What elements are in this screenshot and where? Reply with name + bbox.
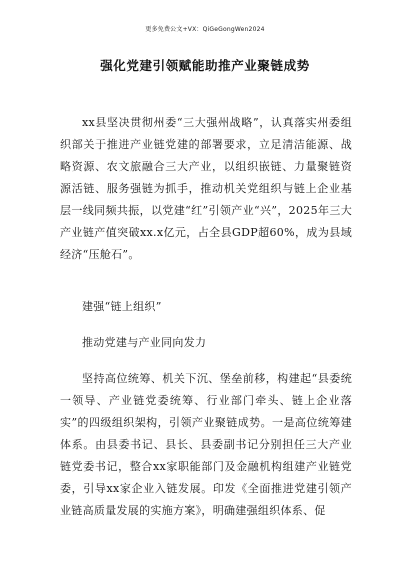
- header-note: 更多免费公文+VX：QiGeGongWen2024: [145, 26, 265, 33]
- document-title: 强化党建引领赋能助推产业聚链成势: [100, 58, 310, 73]
- section-heading: 建强“链上组织”: [82, 300, 162, 313]
- sub-heading: 推动党建与产业同向发力: [82, 336, 207, 349]
- document-body: [60, 112, 352, 522]
- body-paragraph: 坚持高位统筹、机关下沉、堡垒前移，构建起“县委统一领导、产业链党委统筹、行业部门牵头、链上企业落实”的四级组织架构，引领产业聚链成势。一是高位统筹建体系。由县委书记、县长、县委副书记分别担任三大产业链党委书记，整合xx家职能部门及金融机构组建产业链党委，引导xx家企业入链发展。印发《全面推进党建引领产业链高质量发展的实施方案》，明确建强组织体系、促: [60, 372, 352, 517]
- intro-paragraph: xx县坚决贯彻州委“三大强州战略”，认真落实州委组织部关于推进产业链党建的部署要求，立足清洁能源、战略资源、农文旅融合三大产业，以组织嵌链、力量聚链资源活链、服务强链为抓手，推动机关党组织与链上企业基层一线同频共振，以党建“红”引领产业“兴”，2025年三大产业链产值突破xx.x亿元，占全县GDP超60%，成为县域经济“压舱石”。: [60, 116, 352, 261]
